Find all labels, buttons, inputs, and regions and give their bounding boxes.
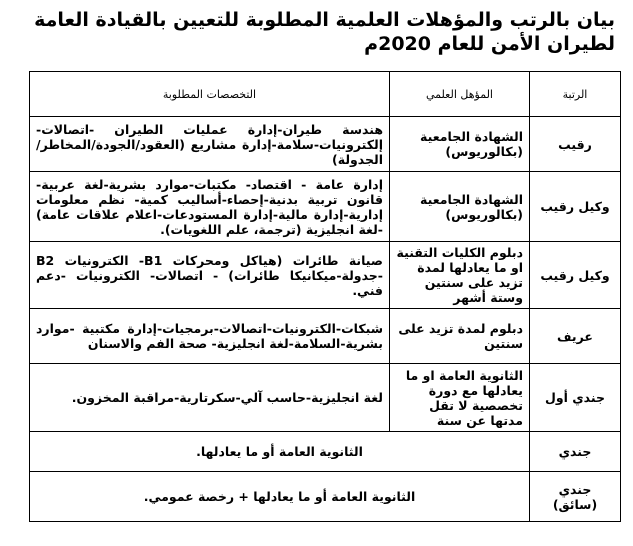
specializations-cell: شبكات-الكترونيات-اتصالات-برمجيات-إدارة مكتبية -موارد بشرية-السلامة-لغة انجليزية- صحة الفم والاسنان [30,309,390,364]
table-row [30,172,621,242]
table-row [30,117,621,172]
header-specializations: التخصصات المطلوبة [30,72,390,117]
qualification-cell: دبلوم الكليات التقنية او ما يعادلها لمدة تزيد على سنتين وستة أشهر [390,242,530,309]
qualification-merged-cell: الثانوية العامة أو ما يعادلها + رخصة عمومي. [30,472,530,522]
specializations-cell: صيانة طائرات (هياكل ومحركات B1- الكترونيات B2 -جدولة-ميكانيكا طائرات) - اتصالات- الكترونيات -دعم فني. [30,242,390,309]
rank-cell: رقيب [530,117,621,172]
table-row [30,309,621,364]
table-header-row [30,72,621,117]
rank-cell: وكيل رقيب [530,242,621,309]
table-row [30,432,621,472]
qualification-merged-cell: الثانوية العامة أو ما يعادلها. [30,432,530,472]
ranks-table [29,71,621,522]
table-row [30,242,621,309]
header-qualification: المؤهل العلمي [390,72,530,117]
rank-cell: عريف [530,309,621,364]
qualification-cell: الشهادة الجامعية (بكالوريوس) [390,117,530,172]
qualification-cell: الثانوية العامة او ما يعادلها مع دورة تخصصية لا تقل مدتها عن سنة [390,364,530,432]
specializations-cell: إدارة عامة - اقتصاد- مكتبات-موارد بشرية-لغة عربية- قانون تربية بدنية-إحصاء-أساليب كمية- نظم معلومات إدارية-إدارة مالية-إدارة المستودعات-اعلام علاقات عامة) -لغة انجليزية (ترجمة، علم اللغويات). [30,172,390,242]
rank-cell: جندي (سائق) [530,472,621,522]
rank-cell: وكيل رقيب [530,172,621,242]
rank-cell: جندي [530,432,621,472]
qualification-cell: الشهادة الجامعية (بكالوريوس) [390,172,530,242]
table-row [30,472,621,522]
rank-cell: جندي أول [530,364,621,432]
qualification-cell: دبلوم لمدة تزيد على سنتين [390,309,530,364]
table-row [30,364,621,432]
header-rank: الرتبة [530,72,621,117]
document-title: بيان بالرتب والمؤهلات العلمية المطلوبة للتعيين بالقيادة العامة لطيران الأمن للعام 2020م [34,9,615,55]
specializations-cell: هندسة طيران-إدارة عمليات الطيران -اتصالات-إلكترونيات-سلامة-إدارة مشاريع (العقود/الجودة/المخاطر/الجدولة) [30,117,390,172]
specializations-cell: لغة انجليزية-حاسب آلي-سكرتارية-مراقبة المخزون. [30,364,390,432]
